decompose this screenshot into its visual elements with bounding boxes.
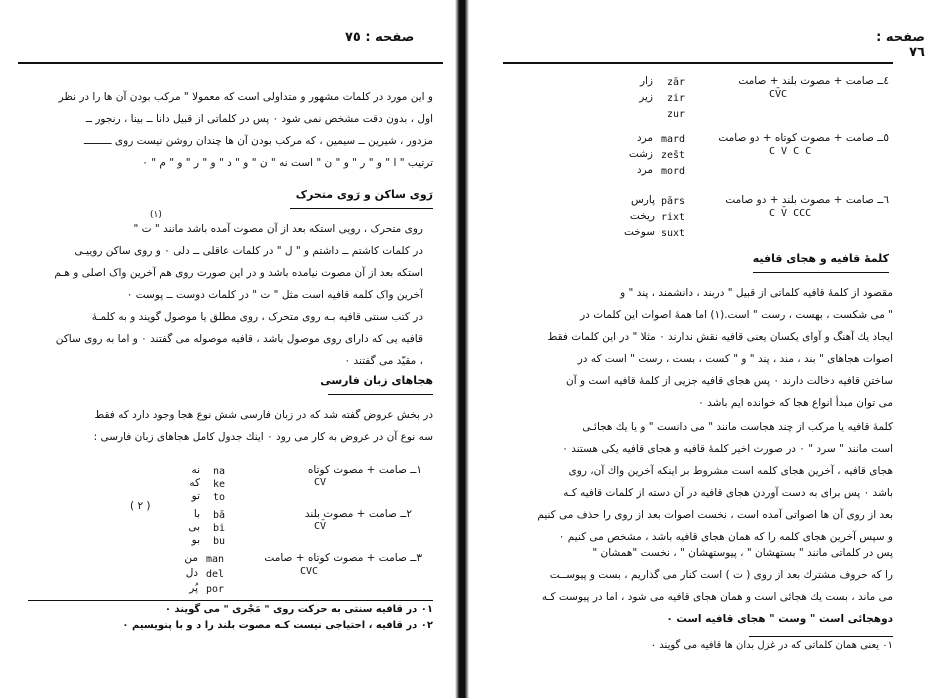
word-latin: zešt [661, 150, 686, 161]
text-line: قافیه یی که دارای روی موصول باشد ، قافیه موصوله می گفتند ٠ و اما به روی ساکن [55, 333, 423, 345]
text-line: ساختن قافیه دخالت دارند ٠ پس هجای قافیه جزیی از کلمهٔ قافیه است و آن [566, 375, 893, 387]
text-line: آخرین واک کلمه قافیه است مثل " ت " در کلمات دوست ــ پوست ٠ [126, 289, 423, 301]
text-line: اصوات هجاهای " بند ، مند ، پند " و " کست ، بست ، رست " است که در [577, 353, 893, 365]
word-persian: بو [191, 534, 200, 546]
word-persian: مرد [636, 164, 653, 176]
word-latin: zir [667, 93, 686, 104]
paragraph-definition [509, 282, 893, 414]
heading-underline [290, 208, 433, 209]
text-line: در بخش عروض گفته شد که در زبان فارسی شش نوع هجا وجود دارد که فقط [94, 409, 433, 421]
page-number: صفحه : ٧٦ [876, 30, 925, 60]
word-latin: pārs [661, 196, 686, 207]
word-persian: زشت [628, 148, 653, 160]
paragraph-example [509, 542, 893, 630]
text-line: است مانند " سرد " ٠ در صورت اخیر کلمهٔ قافیه و هجای قافیه یکی هستند ٠ [562, 443, 893, 455]
word-persian: من [184, 552, 198, 564]
word-latin: to [213, 492, 226, 503]
header-rule [18, 62, 443, 64]
syllable-pattern: CV [314, 477, 327, 488]
word-latin: bā [213, 510, 226, 521]
footnote: ٠٢ در قافیه ، احتیاجی نیست کـه مصوت بلند را د و با پنویسیم ٠ [122, 620, 433, 631]
text-line: سه نوع آن در عروض به کار می رود ٠ اینك جدول کامل هجاهای زبان فارسی : [93, 431, 433, 443]
text-line: " می شکست ، بهست ، رست " است.(١) اما همهٔ اصوات این کلمات در [580, 309, 893, 321]
syllable-pattern: C V̄ CCC [769, 208, 812, 219]
footnote: ٠١ در قافیه سنتی به حرکت روی " مَجْری " می گویند ٠ [164, 604, 433, 615]
word-latin: del [206, 569, 225, 580]
paragraph-syllables [28, 404, 433, 448]
footnote-rule [28, 600, 433, 601]
word-persian: پارس [630, 194, 655, 206]
text-line: ، مقیّد می گفتند ٠ [344, 355, 423, 367]
text-line: می توان مبدأ انواع هجا که خوانده ایم باشد ٠ [698, 397, 893, 409]
word-persian: ریخت [629, 210, 655, 222]
text-line: را که حروف مشترك بعد از روی ( ت ) است کنار می گذاریم ، بست و پیوســت [549, 569, 893, 581]
word-latin: man [206, 554, 225, 565]
section-heading: رَوی ساکن و رَوی متحرک [295, 188, 433, 201]
text-line: در کتب سنتی قافیه بـه روی متحرک ، روی مطلق یا موصول گویند و به کلمـهٔ [91, 311, 423, 323]
syllable-type-desc: ٦ــ صامت + مصوت بلند + دو صامت [725, 194, 889, 206]
heading-underline [753, 272, 889, 273]
word-persian: سوخت [623, 226, 655, 238]
word-latin: por [206, 584, 225, 595]
text-line: ترتیب " ا " و " ر " و " ن " است نه " ن " و " د " و " ر " و " م " ٠ [142, 157, 433, 169]
section-heading: کلمهٔ قافیه و هجای قافیه [752, 252, 889, 265]
word-persian: پُر [189, 582, 198, 594]
word-persian: زار [639, 75, 653, 87]
word-persian: مرد [636, 132, 653, 144]
word-persian: دل [185, 567, 198, 579]
text-line: اول ، بدون دقت مشخص نمی شود ٠ پس در کلماتی از قبیل دانا ــ بینا ، رنجور ــ [85, 113, 433, 125]
syllable-type-desc: ٢ــ صامت + مصوت بلند [304, 508, 412, 520]
text-line: روی متحرک ، رویی استکه بعد از آن مصوت آمده باشد مانند " ت " [133, 223, 423, 235]
word-persian: زیر [639, 91, 653, 103]
syllable-pattern: CV̄ [314, 521, 327, 532]
header-rule [503, 62, 893, 64]
syllable-type-desc: ٣ــ صامت + مصوت کوتاه + صامت [264, 552, 422, 564]
text-line: مقصود از کلمهٔ قافیه کلماتی از قبیل " دربند ، دانشمند ، پند " و [620, 287, 893, 299]
footnote-marker: (١) [150, 210, 162, 220]
word-latin: zār [667, 77, 686, 88]
word-latin: ke [213, 479, 226, 490]
page-number: صفحه : ٧٥ [345, 30, 415, 45]
text-line: دوهجائی است " وست " هجای قافیه است ٠ [666, 613, 893, 625]
text-line: مزدور ، شیرین ــ سیمین ، که مرکب بودن آن ها چندان روشن نیست روی ـــــــــ [83, 135, 433, 147]
text-line: کلمهٔ قافیه یا مرکب از چند هجاست مانند " می دانست " و یا یك هجائـی [582, 421, 893, 433]
book-gutter [455, 0, 469, 698]
syllable-type-desc: ٤ــ صامت + مصوت بلند + صامت [738, 75, 889, 87]
intro-paragraph [28, 86, 433, 174]
word-persian: بی [188, 521, 200, 533]
syllable-pattern: CV̄C [769, 89, 788, 100]
text-line: ایجاد یك آهنگ و آوای یکسان یعنی قافیه نقش ندارند ٠ مثلا " در این کلمات فقط [547, 331, 893, 343]
text-line: استکه بعد از آن مصوت نیامده باشد و در این صورت روی هم آخرین واک اصلی و هـم [54, 267, 423, 279]
word-persian: تو [191, 490, 200, 502]
text-line: بعد از روی آن ها اصواتی آمده است ، نخست اصوات بعد از روی را حذف می کنیم [537, 509, 893, 521]
word-persian: نه [191, 464, 200, 476]
word-latin: na [213, 466, 226, 477]
text-line: و این مورد در کلمات مشهور و متداولی است که معمولا " مرکب بودن آن ها را در نظر [58, 91, 433, 103]
footnote-rule [749, 636, 893, 637]
syllable-type-desc: ١ــ صامت + مصوت کوتاه [307, 464, 422, 476]
word-persian: که [189, 477, 200, 489]
footnote: ٠١ یعنی همان کلماتی که در غزل بدان ها قافیه می گویند ٠ [650, 640, 893, 651]
text-line: در کلمات کاشتم ــ داشتم و " ل " در کلمات عاقلی ــ دلی ٠ و روی ساکن روییـی [74, 245, 423, 257]
text-line: و سپس آخرین هجای کلمه را که همان هجای قافیه باشد ، مشخص می کنیم ٠ [558, 531, 893, 543]
left-page [0, 0, 455, 698]
paragraph-rawi [28, 218, 423, 306]
word-latin: mard [661, 134, 686, 145]
right-page [469, 0, 925, 698]
syllable-pattern: CVC [300, 566, 319, 577]
note-marker: ( ٢ ) [130, 500, 151, 512]
word-latin: bi [213, 523, 226, 534]
paragraph-composition [509, 416, 893, 548]
section-heading: هجاهای زبان فارسی [320, 374, 433, 387]
syllable-pattern: C V C C [769, 146, 812, 157]
text-line: هجای قافیه ، آخرین هجای کلمه است مشروط بر اینکه آخرین واك آن، روی [568, 465, 893, 477]
heading-underline [328, 394, 433, 395]
word-latin: rixt [661, 212, 686, 223]
word-persian: با [193, 508, 200, 520]
word-latin: suxt [661, 228, 686, 239]
text-line: می ماند ، بست یك هجائی است و همان هجای قافیه می شود ، اما در پیوست کـه [541, 591, 893, 603]
paragraph-traditional [28, 306, 423, 372]
syllable-type-desc: ٥ــ صامت + مصوت کوتاه + دو صامت [718, 132, 889, 144]
word-latin: zur [667, 109, 686, 120]
text-line: باشد ٠ پس برای به دست آوردن هجای قافیه در آن دسته از کلمات قافیه کـه [563, 487, 893, 499]
word-latin: mord [661, 166, 686, 177]
text-line: پس در کلماتی مانند " بستهشان " ، پیوستهشان " ، نخست "همشان " [592, 547, 893, 559]
word-latin: bu [213, 536, 226, 547]
